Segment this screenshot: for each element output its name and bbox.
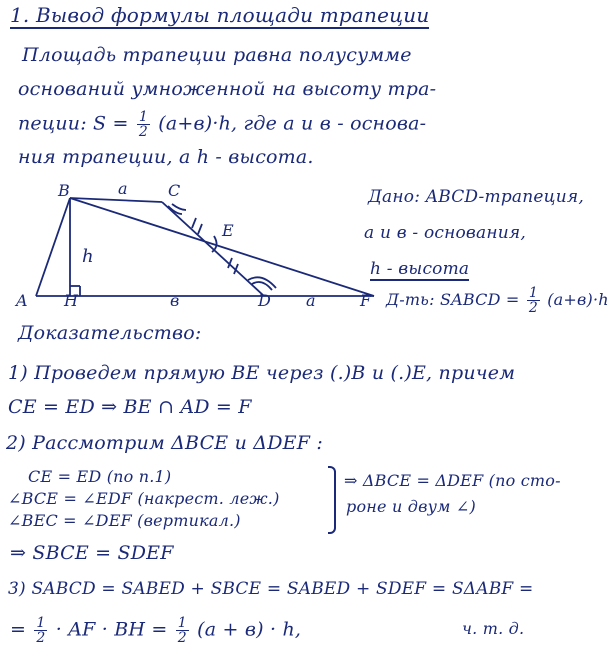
step3-line-2	[10, 616, 301, 645]
step2-left-text-1: CE = ED (по п.1)	[28, 467, 172, 486]
base-bc	[70, 198, 162, 202]
prove-fraction-denominator: 2	[528, 300, 538, 316]
prove-text-b: (a+в)·h	[547, 290, 609, 309]
line-bf	[70, 198, 374, 296]
step3-fraction-denominator: 2	[36, 630, 46, 646]
step3-text-3: (a + в) · h,	[197, 618, 302, 641]
given-line-2	[364, 222, 526, 244]
tick-ce-2	[198, 224, 202, 234]
step2-left-text-3: ∠BEC = ∠DEF (вертикал.)	[8, 511, 241, 530]
angle-arc-e	[212, 236, 217, 252]
label-h-foot: H	[64, 291, 78, 310]
angle-arc-c-2	[172, 204, 186, 210]
label-e: E	[222, 221, 234, 240]
step3-text-1: 3) SABCD = SABED + SBCE = SABED + SDEF = SΔABF =	[8, 579, 534, 599]
step2-heading-text: 2) Рассмотрим ΔBCE и ΔDEF :	[6, 432, 323, 454]
fraction-numerator: 1	[138, 109, 148, 125]
title-text: 1. Вывод формулы площади трапеции	[10, 3, 430, 27]
statement-text-2: оснований умноженной на высоту тра-	[18, 78, 437, 100]
step2-left-2	[8, 488, 280, 510]
statement-text-4: ния трапеции, a h - высота.	[18, 146, 314, 168]
given-line-1	[368, 186, 584, 208]
step2-result	[10, 542, 174, 564]
given-text-3: h - высота	[370, 259, 470, 279]
step2-heading	[6, 432, 323, 454]
step2-left-3	[8, 510, 241, 532]
step3-fraction2-denominator: 2	[177, 630, 187, 646]
step2-right-1	[344, 470, 561, 492]
step3-text-2: · AF · BH =	[55, 618, 168, 641]
tick-ce-1	[192, 218, 196, 228]
step2-left-1	[28, 466, 171, 488]
half-fraction	[137, 110, 150, 139]
label-d: D	[258, 291, 271, 310]
step3-line-1	[8, 578, 533, 600]
step3-fraction	[34, 616, 47, 645]
proof-heading-text: Доказательство:	[18, 322, 202, 344]
label-a-corner: A	[16, 291, 28, 310]
step1-text-2: CE = ED ⇒ BE ∩ AD = F	[8, 396, 252, 418]
side-ab	[36, 198, 70, 296]
angle-arc-d-2	[248, 277, 276, 288]
step1-line-2	[8, 396, 252, 418]
angle-arc-c	[168, 206, 182, 214]
step2-result-text: ⇒ SBCE = SDEF	[10, 542, 174, 564]
prove-text-a: Д-ть: SABCD =	[386, 290, 520, 309]
label-f: F	[360, 291, 372, 310]
qed-line	[462, 618, 524, 640]
fraction-denominator: 2	[138, 124, 148, 140]
label-c: C	[168, 181, 181, 200]
prove-fraction	[527, 286, 540, 315]
statement-line-4	[18, 146, 314, 168]
prove-fraction-numerator: 1	[528, 285, 538, 301]
step2-right-text-1: ⇒ ΔBCE = ΔDEF (по сто-	[344, 471, 561, 490]
label-b-base: в	[170, 291, 180, 310]
given-text-1: Дано: ABCD-трапеция,	[368, 187, 584, 207]
step2-left-text-2: ∠BCE = ∠EDF (накрест. леж.)	[8, 489, 280, 508]
step1-line-1	[8, 362, 515, 384]
statement-text-1: Площадь трапеции равна полусумме	[22, 44, 412, 66]
side-cd	[162, 202, 264, 296]
step1-text-1: 1) Проведем прямую BE через (.)B и (.)E, причем	[8, 362, 516, 384]
label-b: B	[58, 181, 70, 200]
step3-fraction-numerator: 1	[36, 615, 46, 631]
label-a-top: a	[118, 179, 128, 198]
label-a-right: a	[306, 291, 316, 310]
proof-heading	[18, 322, 202, 344]
system-brace	[328, 466, 336, 534]
statement-line-3	[18, 110, 426, 139]
angle-arc-d	[252, 282, 272, 290]
label-h-height: h	[82, 246, 94, 267]
step3-fraction2-numerator: 1	[177, 615, 187, 631]
statement-line-2	[18, 78, 436, 100]
title	[10, 4, 429, 26]
statement-line-1	[22, 44, 412, 66]
statement-text-3a: пеции: S =	[18, 112, 129, 135]
tick-ed-1	[228, 258, 232, 268]
given-line-3	[370, 258, 469, 280]
step3-fraction-2	[176, 616, 189, 645]
step2-right-2	[346, 496, 476, 518]
step2-right-text-2: роне и двум ∠)	[346, 497, 476, 516]
tick-ed-2	[234, 264, 238, 274]
prove-line	[386, 286, 609, 315]
step3-equals: =	[10, 618, 27, 641]
qed-text: ч. т. д.	[462, 619, 525, 638]
given-text-2: a и в - основания,	[364, 223, 526, 243]
statement-text-3b: (a+в)·h, где a и в - основа-	[158, 112, 427, 135]
